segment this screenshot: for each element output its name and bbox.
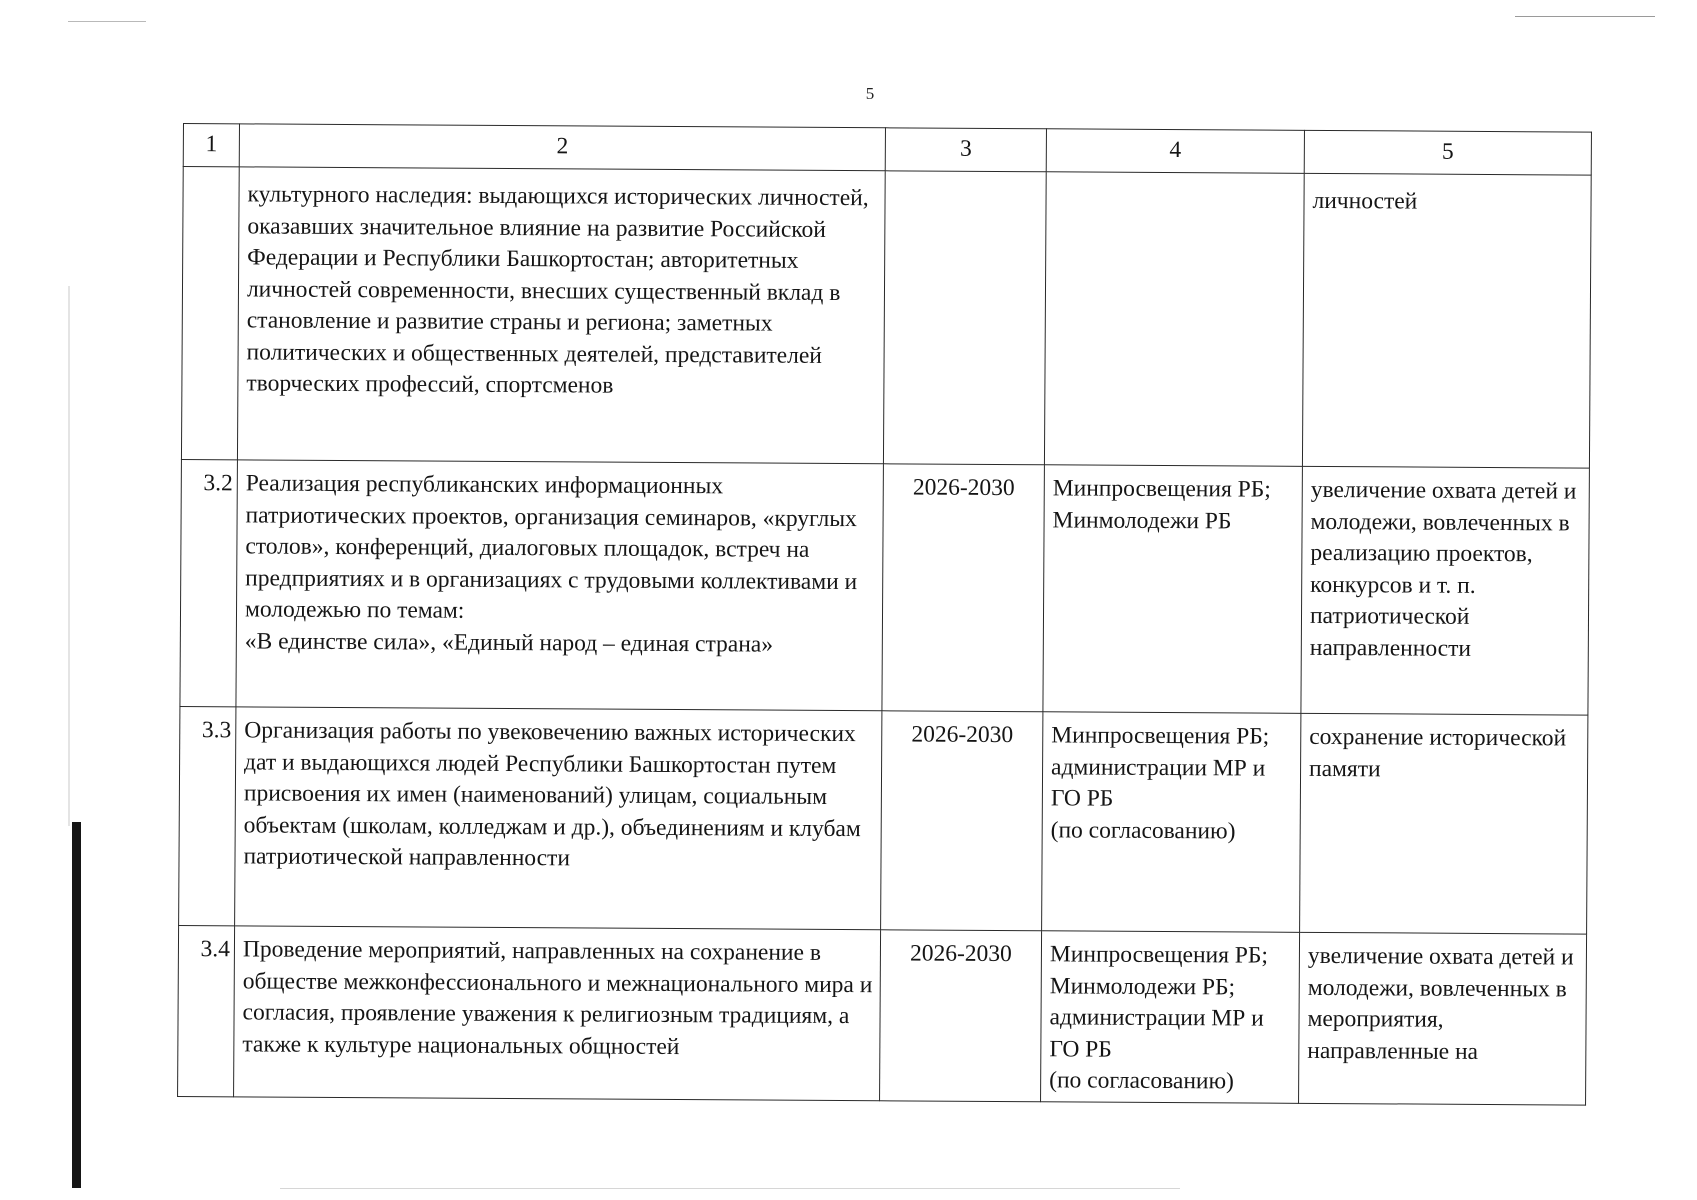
activity-cell: Проведение мероприятий, направленных на сохранение в обществе межконфессионального и межнационального мира и согласия, проявление уважения к религиозным традициям, а также к культуре национальных общностей (234, 926, 881, 1100)
item-number (181, 167, 239, 460)
executors-cell: Минпросвещения РБ; Минмолодежи РБ (1043, 465, 1303, 714)
table-row (179, 706, 1588, 934)
executors-cell: Минпросвещения РБ; Минмолодежи РБ; администрации МР и ГО РБ (по согласованию) (1041, 931, 1300, 1103)
result-cell: сохранение исторической памяти (1300, 713, 1588, 934)
table-row (180, 459, 1589, 715)
scan-artifact-line (1515, 16, 1655, 17)
column-header-result: 5 (1304, 130, 1591, 175)
item-number: 3.3 (179, 706, 236, 925)
executors-cell (1044, 172, 1304, 467)
item-number: 3.2 (180, 459, 238, 706)
column-header-number: 1 (183, 124, 239, 167)
page-number: 5 (865, 84, 875, 103)
column-header-executors: 4 (1046, 129, 1304, 174)
period-cell: 2026-2030 (882, 464, 1045, 712)
period-cell (883, 171, 1046, 465)
period-cell: 2026-2030 (881, 711, 1043, 931)
result-cell: увеличение охвата детей и молодежи, вовлеченных в реализацию проектов, конкурсов и т. п. патриотической направленности (1301, 466, 1590, 715)
scan-artifact-line (280, 1188, 1180, 1189)
table-row (178, 925, 1587, 1104)
scan-binding-edge (68, 286, 70, 826)
activity-cell: Реализация республиканских информационных патриотических проектов, организация семинаров, «круглых столов», конференций, диалоговых площадок, встреч на предприятиях и в организациях с трудовыми коллективами и молодежью по темам: «В единстве сила», «Единый народ – единая страна» (236, 460, 883, 711)
period-cell: 2026-2030 (880, 930, 1042, 1101)
item-number: 3.4 (178, 925, 235, 1096)
result-cell: личностей (1302, 173, 1591, 468)
plan-table (177, 123, 1592, 1105)
scan-artifact-line (68, 21, 146, 22)
executors-cell: Минпросвещения РБ; администрации МР и ГО РБ (по согласованию) (1042, 712, 1301, 933)
column-header-period: 3 (885, 128, 1046, 172)
column-header-activity: 2 (239, 124, 885, 171)
result-cell: увеличение охвата детей и молодежи, вовлеченных в мероприятия, направленные на (1299, 932, 1587, 1104)
activity-cell: Организация работы по увековечению важных исторических дат и выдающихся людей Республики Башкортостан путем присвоения их имен (наименований) улицам, социальным объектам (школам, колледжам и др.), объединениям и клубам патриотической направленности (235, 707, 882, 930)
scan-binding-edge (72, 822, 81, 1188)
table-row (181, 167, 1591, 469)
activity-cell: культурного наследия: выдающихся исторических личностей, оказавших значительное влияние на развитие Российской Федерации и Республики Башкортостан; авторитетных личностей современности, внесших существенный вклад в становление и развитие страны и региона; заметных политических и общественных деятелей, представителей творческих профессий, спортсменов (237, 167, 885, 464)
